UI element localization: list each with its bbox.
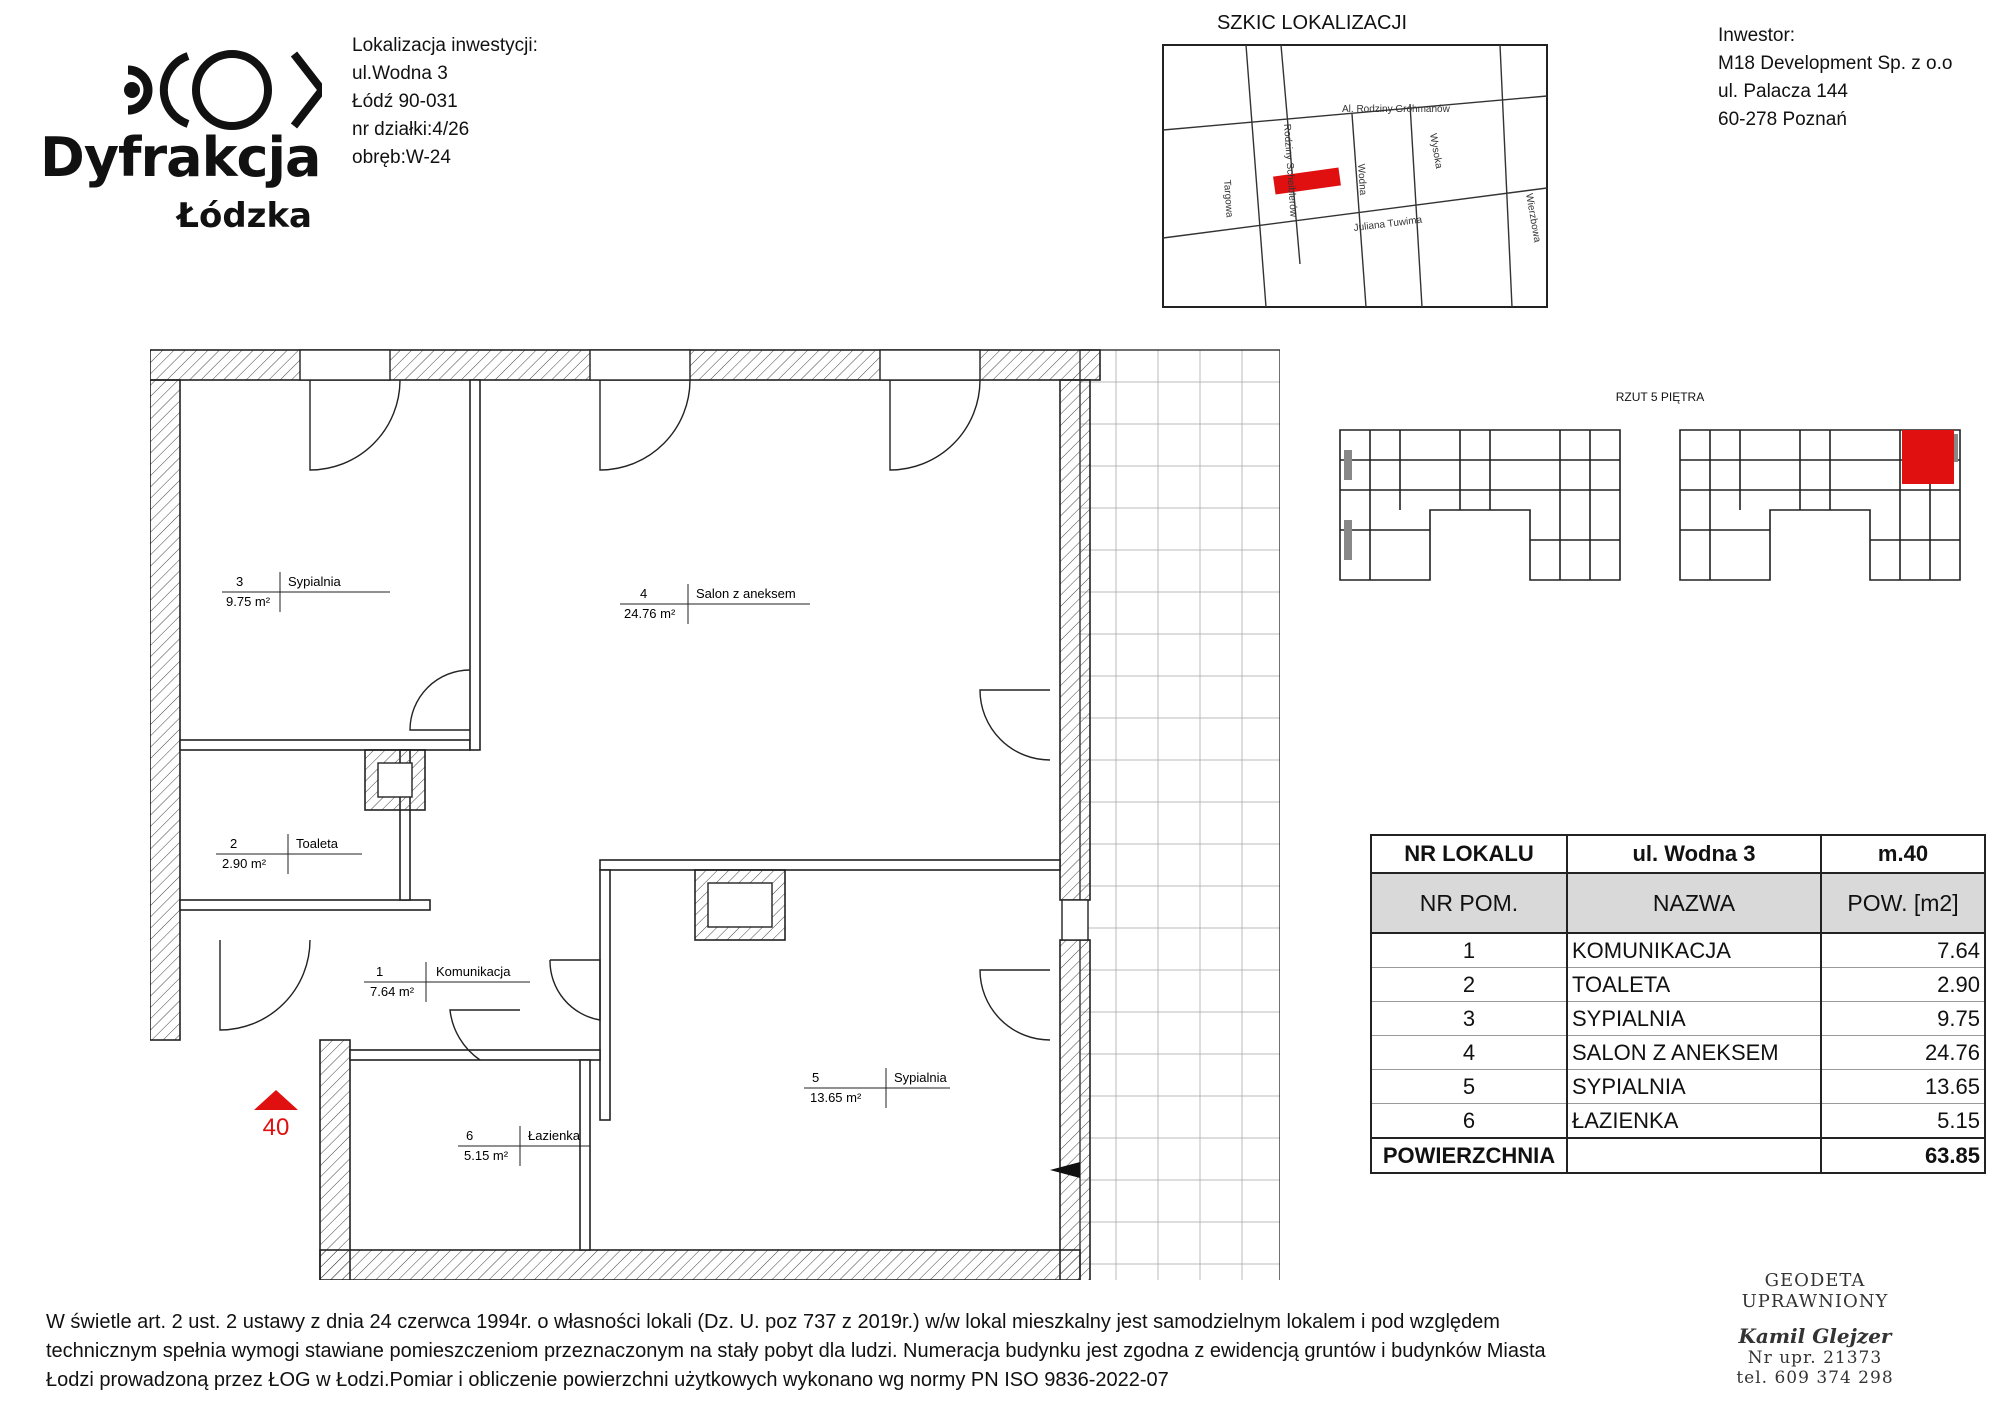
table-header-label: NR LOKALU <box>1371 835 1567 873</box>
unit-number-marker: 40 <box>262 1114 290 1141</box>
table-row <box>1371 933 1985 968</box>
table-row <box>1371 1036 1985 1070</box>
svg-text:7.64 m²: 7.64 m² <box>370 984 415 999</box>
table-header-address: ul. Wodna 3 <box>1567 835 1821 873</box>
column-header-area: POW. [m2] <box>1821 873 1985 933</box>
table-row <box>1371 1104 1985 1139</box>
cell-area: 9.75 <box>1821 1002 1985 1036</box>
sketch-title: SZKIC LOKALIZACJI <box>1216 12 1408 34</box>
cell-name: ŁAZIENKA <box>1567 1104 1821 1139</box>
cell-no: 2 <box>1371 968 1567 1002</box>
street-label: Rodziny Scheiblerów <box>1281 123 1299 218</box>
logo-mark <box>32 30 322 130</box>
svg-text:24.76 m²: 24.76 m² <box>624 606 676 621</box>
svg-text:Komunikacja: Komunikacja <box>436 964 511 979</box>
table-total-row <box>1371 1138 1985 1173</box>
svg-text:9.75 m²: 9.75 m² <box>226 594 271 609</box>
apartment-plan <box>150 340 1280 1280</box>
total-empty <box>1567 1138 1821 1173</box>
legal-line: W świetle art. 2 ust. 2 ustawy z dnia 24 czerwca 1994r. o własności lokali (Dz. U. poz 737 z 2019r.) w/w lokal mieszkalny jest samodzielnym lokalem i pod względem <box>46 1311 1500 1333</box>
cell-name: SALON Z ANEKSEM <box>1567 1036 1821 1070</box>
table-row <box>1371 1002 1985 1036</box>
svg-text:Sypialnia: Sypialnia <box>288 574 341 589</box>
cell-name: SYPIALNIA <box>1567 1002 1821 1036</box>
location-street: ul.Wodna 3 <box>352 63 448 84</box>
investor-name: M18 Development Sp. z o.o <box>1718 53 1953 74</box>
investor-street: ul. Palacza 144 <box>1718 81 1848 102</box>
investor-city: 60-278 Poznań <box>1718 109 1847 130</box>
location-heading: Lokalizacja inwestycji: <box>352 35 538 56</box>
cell-no: 6 <box>1371 1104 1567 1139</box>
street-label: Juliana Tuwima <box>1353 214 1423 234</box>
legal-line: technicznym spełnia wymogi stawiane pomieszczeniom przeznaczonym na stały pobyt dla ludzi. Numeracja budynku jest zgodna z ewidencją gruntów i budynków Miasta <box>46 1340 1546 1362</box>
table-header-unit: m.40 <box>1821 835 1985 873</box>
room-label-1 <box>364 962 530 1002</box>
cell-area: 24.76 <box>1821 1036 1985 1070</box>
room-label-5 <box>804 1068 950 1108</box>
legal-line: Łodzi prowadzoną przez ŁOG w Łodzi.Pomiar i obliczenie powierzchni użytkowych wykonano wg normy PN ISO 9836-2022-07 <box>46 1369 1169 1391</box>
total-label: POWIERZCHNIA <box>1371 1138 1567 1173</box>
cell-no: 4 <box>1371 1036 1567 1070</box>
floor-title: RZUT 5 PIĘTRA <box>1615 390 1705 404</box>
cell-name: TOALETA <box>1567 968 1821 1002</box>
location-plot: nr działki:4/26 <box>352 119 470 140</box>
logo-wordmark: Dyfrakcja <box>40 126 321 189</box>
column-header-no: NR POM. <box>1371 873 1567 933</box>
balcony <box>1080 350 1280 1280</box>
table-row <box>1371 968 1985 1002</box>
legal-note <box>46 1308 1686 1395</box>
table-row <box>1371 1070 1985 1104</box>
stamp-name: Kamil Glejzer <box>1738 1324 1892 1348</box>
room-label-3 <box>222 572 390 612</box>
svg-text:Salon z aneksem: Salon z aneksem <box>696 586 796 601</box>
cell-area: 7.64 <box>1821 933 1985 968</box>
cell-area: 5.15 <box>1821 1104 1985 1139</box>
street-label: Al. Rodziny Grohmanów <box>1342 104 1450 115</box>
street-label: Targowa <box>1221 179 1235 218</box>
svg-text:Łazienka: Łazienka <box>528 1128 581 1143</box>
svg-text:Toaleta: Toaleta <box>296 836 338 851</box>
cell-no: 3 <box>1371 1002 1567 1036</box>
stamp-license: Nr upr. 21373 <box>1747 1348 1883 1368</box>
table-header-row <box>1371 835 1985 873</box>
column-header-name: NAZWA <box>1567 873 1821 933</box>
room-label-6 <box>458 1126 590 1166</box>
cell-area: 13.65 <box>1821 1070 1985 1104</box>
table-column-headers <box>1371 873 1985 933</box>
stamp-title: GEODETA UPRAWNIONY <box>1741 1270 1889 1312</box>
cell-name: SYPIALNIA <box>1567 1070 1821 1104</box>
street-label: Wodna <box>1355 163 1369 196</box>
cell-no: 1 <box>1371 933 1567 968</box>
investor-heading: Inwestor: <box>1718 25 1796 46</box>
svg-text:13.65 m²: 13.65 m² <box>810 1090 862 1105</box>
svg-text:1: 1 <box>376 964 384 979</box>
floor-overview <box>1330 420 1970 595</box>
total-value: 63.85 <box>1821 1138 1985 1173</box>
svg-text:5.15 m²: 5.15 m² <box>464 1148 509 1163</box>
room-label-2 <box>216 834 362 874</box>
cell-area: 2.90 <box>1821 968 1985 1002</box>
street-label: Wierzbowa <box>1523 192 1543 244</box>
stamp-phone: tel. 609 374 298 <box>1736 1368 1894 1388</box>
area-table <box>1370 834 1986 1174</box>
cell-no: 5 <box>1371 1070 1567 1104</box>
svg-text:2.90 m²: 2.90 m² <box>222 856 267 871</box>
svg-text:Sypialnia: Sypialnia <box>894 1070 947 1085</box>
room-label-4 <box>620 584 810 624</box>
surveyor-stamp <box>1690 1270 1940 1390</box>
location-precinct: obręb:W-24 <box>352 147 451 168</box>
location-sketch <box>1162 44 1548 308</box>
location-city: Łódź 90-031 <box>352 91 458 112</box>
svg-text:5: 5 <box>812 1070 820 1085</box>
cell-name: KOMUNIKACJA <box>1567 933 1821 968</box>
street-label: Wysoka <box>1427 132 1445 170</box>
location-info <box>352 32 538 172</box>
svg-text:6: 6 <box>466 1128 474 1143</box>
logo-subtitle: Łódzka <box>177 196 312 236</box>
svg-text:3: 3 <box>236 574 244 589</box>
svg-text:4: 4 <box>640 586 648 601</box>
investor-info <box>1718 22 1952 134</box>
logo <box>32 30 322 248</box>
unit-highlight <box>1902 430 1954 484</box>
svg-text:2: 2 <box>230 836 238 851</box>
